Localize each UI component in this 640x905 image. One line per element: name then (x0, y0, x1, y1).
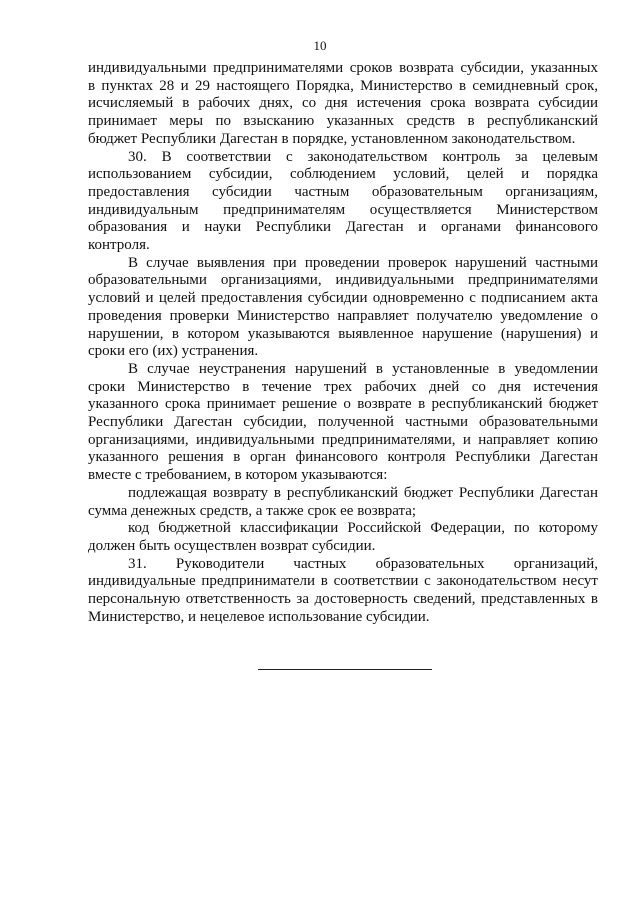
text-line: вместе с требованием, в котором указываются: (88, 467, 388, 484)
text-line: указанного решения в орган финансового контроля Республики Дагестан (88, 449, 598, 466)
text-line: сроки Министерство в течение трех рабочих дней со дня истечения (88, 378, 598, 395)
text-line: проведения проверки Министерство направляет получателю уведомление о (88, 307, 598, 324)
separator-line (258, 669, 432, 670)
text-line: индивидуальным предпринимателям осуществляется Министерством (88, 201, 598, 218)
document-body (88, 60, 598, 627)
page-number: 10 (313, 38, 327, 53)
text-line: принимает меры по взысканию указанных средств в республиканский (88, 113, 598, 130)
text-line: 31. Руководители частных образовательных организаций, (128, 555, 598, 572)
text-line: индивидуальные предприниматели в соответствии с законодательством несут (88, 573, 598, 590)
text-line: Республики Дагестан субсидии, полученной частными образовательными (88, 414, 598, 431)
text-line: бюджет Республики Дагестан в порядке, установленном законодательством. (88, 130, 576, 147)
text-line: использованием субсидии, соблюдением условий, целей и порядка (88, 166, 598, 183)
text-line: образовательными организациями, индивидуальными предпринимателями (88, 272, 598, 289)
text-line: сумма денежных средств, а также срок ее возврата; (88, 502, 417, 519)
text-line: предоставления субсидии частным образовательным организациям, (88, 183, 598, 200)
text-line: должен быть осуществлен возврат субсидии. (88, 537, 376, 554)
text-line: код бюджетной классификации Российской Федерации, по которому (128, 520, 598, 537)
text-line: 30. В соответствии с законодательством контроль за целевым (128, 148, 598, 165)
text-line: в пунктах 28 и 29 настоящего Порядка, Министерство в семидневный срок, (88, 77, 598, 94)
text-line: В случае неустранения нарушений в установленные в уведомлении (128, 360, 598, 377)
text-line: условий и целей предоставления субсидии одновременно с подписанием акта (88, 290, 598, 307)
text-line: Министерство, и нецелевое использование субсидии. (88, 608, 430, 625)
text-line: образования и науки Республики Дагестан и органами финансового (88, 219, 598, 236)
text-line: нарушении, в котором указываются выявленное нарушение (нарушения) и (88, 325, 598, 342)
text-line: персональную ответственность за достоверность сведений, представленных в (88, 591, 598, 608)
text-line: организациями, индивидуальными предпринимателями, и направляет копию (88, 431, 598, 448)
text-line: индивидуальными предпринимателями сроков возврата субсидии, указанных (88, 60, 598, 76)
text-line: В случае выявления при проведении проверок нарушений частными (128, 254, 598, 271)
text-line: подлежащая возврату в республиканский бюджет Республики Дагестан (128, 484, 598, 501)
text-line: указанного срока принимает решение о возврате в республиканский бюджет (88, 396, 598, 413)
text-line: сроки его (их) устранения. (88, 343, 259, 360)
text-line: исчисляемый в рабочих днях, со дня истечения срока возврата субсидии (88, 95, 598, 112)
text-line: контроля. (88, 237, 150, 254)
